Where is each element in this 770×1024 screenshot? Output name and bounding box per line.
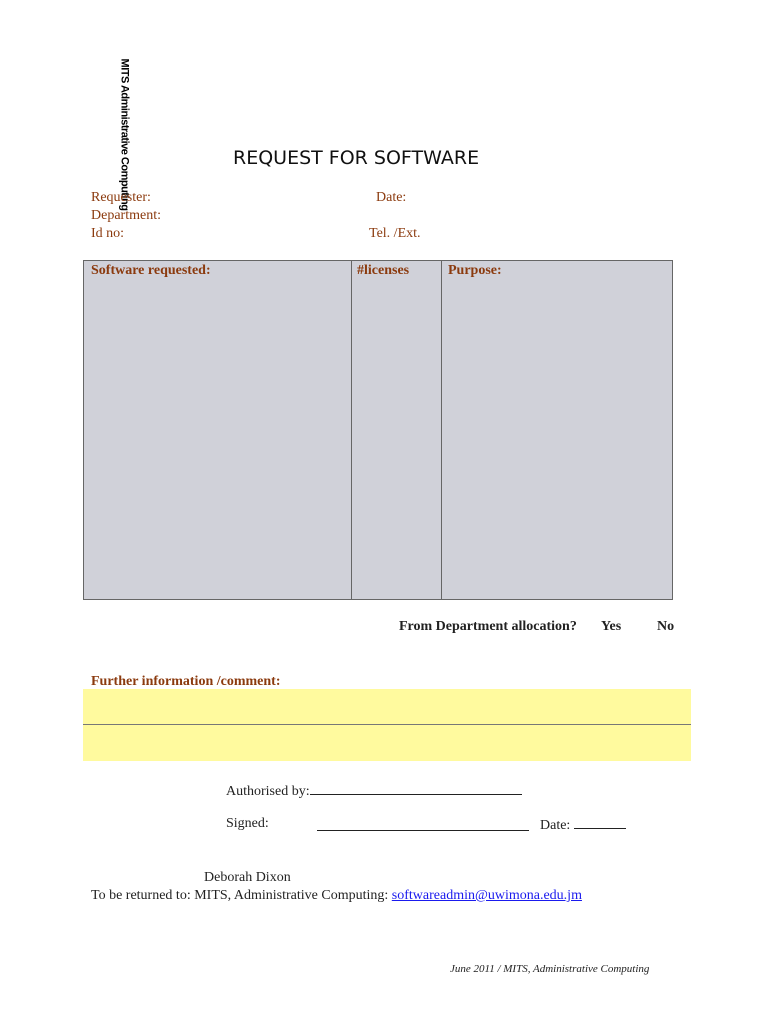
- column-divider: [441, 261, 442, 599]
- comment-divider: [83, 724, 691, 725]
- software-request-table: [83, 260, 673, 600]
- authorised-row: [226, 782, 522, 800]
- tel-label: Tel. /Ext.: [369, 226, 421, 241]
- authorised-line[interactable]: [310, 782, 522, 795]
- auth-date-line[interactable]: [574, 816, 626, 829]
- date-label: Date:: [376, 190, 407, 205]
- allocation-no-option[interactable]: No: [657, 619, 675, 634]
- contact-name: Deborah Dixon: [204, 870, 291, 885]
- column-header-licenses: #licenses: [357, 263, 410, 278]
- return-prefix: To be returned to: MITS, Administrative Computing:: [91, 888, 389, 903]
- email-link[interactable]: softwareadmin@uwimona.edu.jm: [391, 888, 582, 903]
- column-divider: [351, 261, 352, 599]
- requester-label: Requester:: [91, 190, 151, 205]
- department-label: Department:: [91, 208, 161, 223]
- column-header-purpose: Purpose:: [448, 263, 502, 278]
- allocation-yes-option[interactable]: Yes: [601, 619, 622, 634]
- comment-field[interactable]: [83, 689, 691, 761]
- return-line: [91, 888, 582, 904]
- footer-note: June 2011 / MITS, Administrative Computing: [450, 963, 650, 975]
- auth-date-row: [540, 816, 626, 834]
- licenses-field[interactable]: [356, 285, 436, 593]
- logo-text: MITS Administrative Computing: [118, 58, 131, 210]
- further-info-label: Further information /comment:: [91, 674, 281, 689]
- purpose-field[interactable]: [447, 285, 667, 593]
- signed-label: Signed:: [226, 816, 269, 831]
- column-header-software: Software requested:: [91, 263, 211, 278]
- page-title: REQUEST FOR SOFTWARE: [233, 147, 480, 169]
- signed-line[interactable]: [317, 816, 529, 831]
- auth-date-label: Date:: [540, 818, 571, 833]
- allocation-question: From Department allocation?: [399, 619, 577, 634]
- software-field[interactable]: [90, 285, 345, 593]
- id-label: Id no:: [91, 226, 125, 241]
- authorised-label: Authorised by:: [226, 784, 310, 799]
